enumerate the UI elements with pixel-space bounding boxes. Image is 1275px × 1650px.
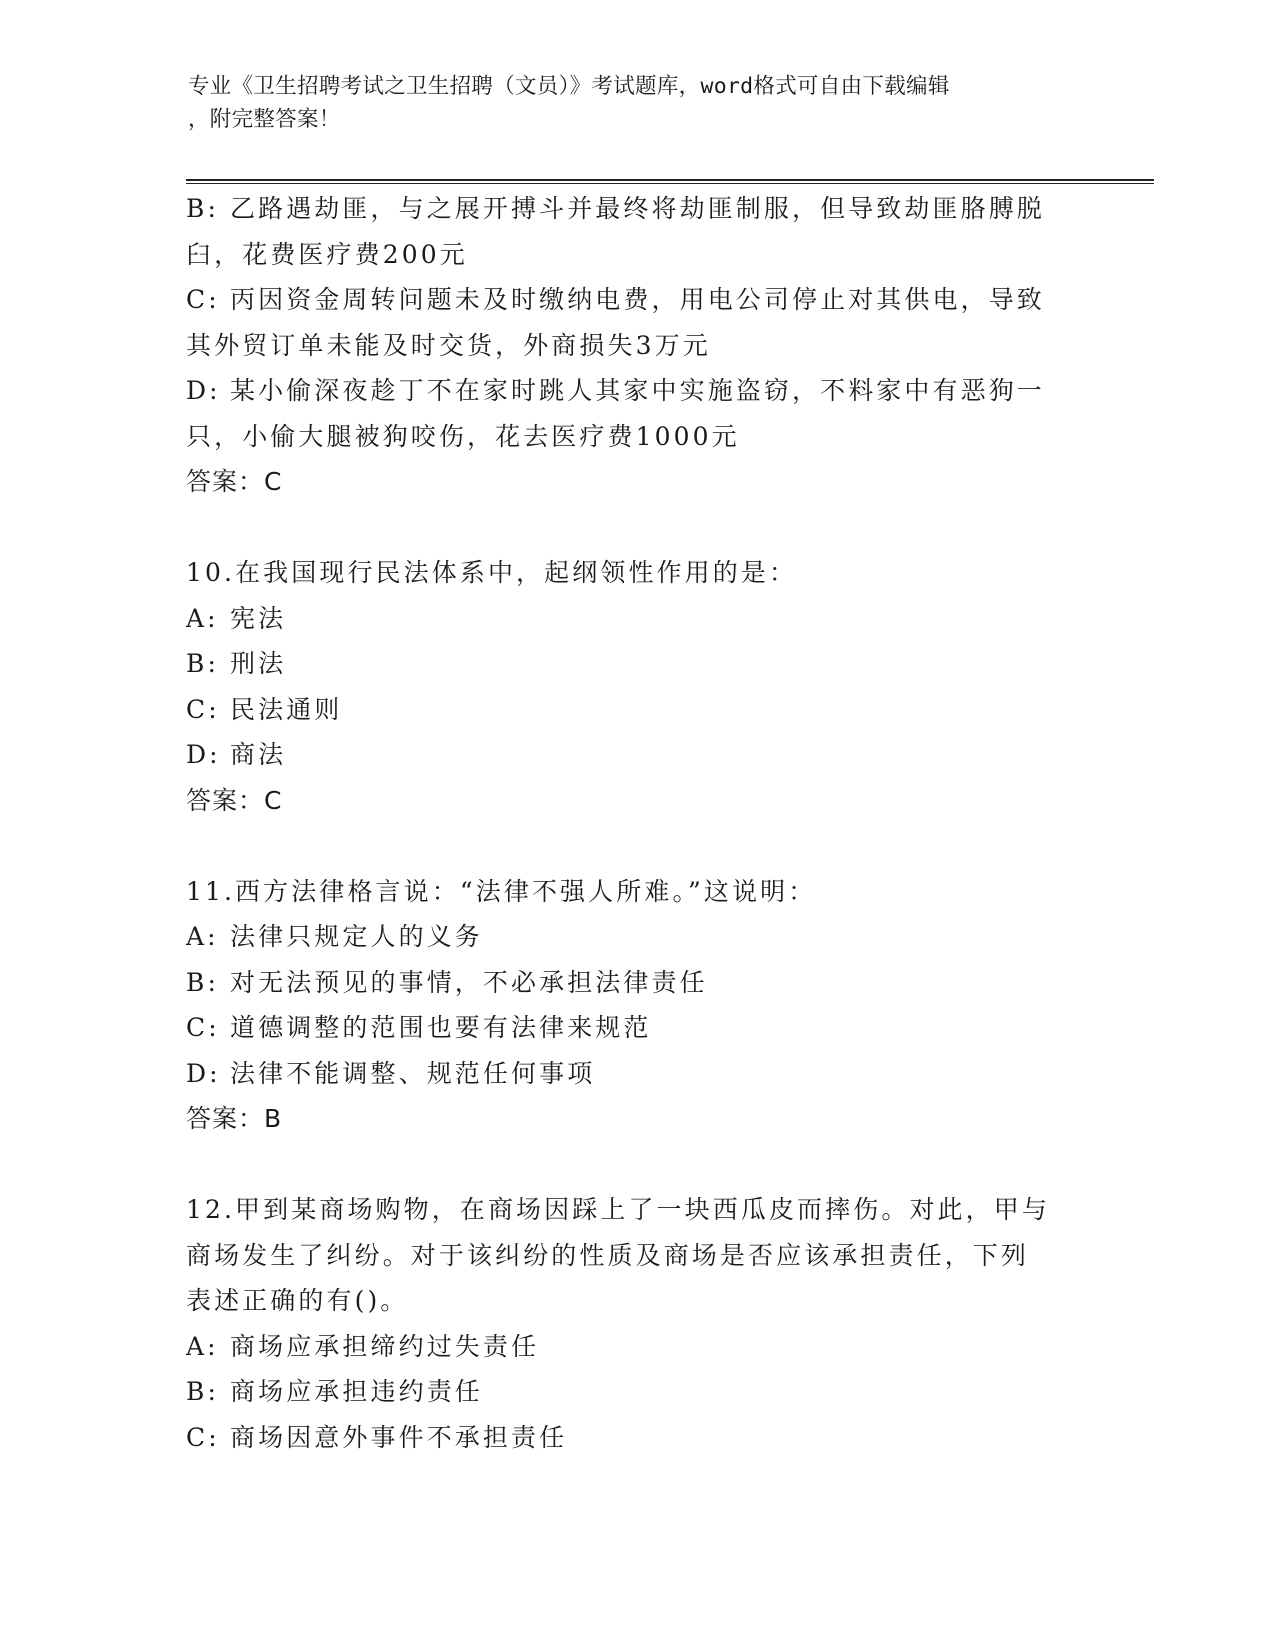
option-c [186,1415,1086,1461]
header-rule-thick [186,179,1154,181]
option-text: 刑法 [230,649,287,678]
question-stem: 10.在我国现行民法体系中，起纲领性作用的是： [186,558,798,587]
answer-line: 答案：C [186,785,283,815]
question-spacer [186,1142,1086,1188]
option-label: C: [186,694,220,724]
option-text: 商场应承担缔约过失责任 [230,1331,540,1361]
option-text: 商法 [230,740,287,769]
question-stem-continued: 商场发生了纠纷。对于该纠纷的性质及商场是否应该承担责任，下列 [186,1240,1030,1270]
option-text: 乙路遇劫匪，与之展开搏斗并最终将劫匪制服，但导致劫匪胳膊脱 [230,194,1045,223]
answer-line: 答案：C [186,467,283,496]
question-stem: 12.甲到某商场购物，在商场因踩上了一块西瓜皮而摔伤。对此，甲与 [186,1195,1050,1224]
answer-line: 答案：B [186,1104,283,1133]
option-c [186,277,1086,323]
option-c [186,1005,1086,1051]
option-b [186,641,1086,687]
option-text: 某小偷深夜趁丁不在家时跳人其家中实施盗窃，不料家中有恶狗一 [230,376,1045,405]
option-b [186,186,1086,232]
option-d [186,732,1086,778]
option-b [186,960,1086,1006]
question-content [186,186,1086,1460]
option-label: B: [186,1377,219,1406]
question-spacer [186,505,1086,551]
question-12 [186,1187,1086,1460]
option-label: A: [186,922,219,951]
option-text: 商场应承担违约责任 [230,1377,483,1406]
option-label: B: [186,967,219,997]
option-text: 对无法预见的事情，不必承担法律责任 [230,967,708,997]
question-9-tail [186,186,1086,505]
option-c [186,687,1086,733]
question-stem: 11.西方法律格言说：“法律不强人所难。”这说明： [186,876,817,906]
header-rule-thin [186,183,1154,184]
option-label: B: [186,649,219,678]
option-text: 道德调整的范围也要有法律来规范 [230,1013,652,1042]
option-label: A: [186,1331,219,1361]
option-label: D: [186,740,221,769]
option-label: C: [186,1422,220,1452]
header-line-2: ，附完整答案！ [188,107,341,132]
option-a [186,1324,1086,1370]
option-label: C: [186,1013,220,1042]
option-b-continued: 臼，花费医疗费200元 [186,239,468,269]
option-label: D: [186,376,221,405]
option-text: 丙因资金周转问题未及时缴纳电费，用电公司停止对其供电，导致 [230,285,1045,314]
option-d-continued: 只，小偷大腿被狗咬伤，花去医疗费1000元 [186,421,740,451]
option-label: A: [186,603,219,633]
question-10 [186,550,1086,823]
option-label: C: [186,285,220,314]
question-spacer [186,823,1086,869]
option-a [186,596,1086,642]
option-a [186,914,1086,960]
option-label: B: [186,194,219,223]
header-line-1: 专业《卫生招聘考试之卫生招聘（文员）》考试题库，word格式可自由下载编辑 [188,74,950,99]
option-text: 宪法 [230,603,287,633]
option-text: 商场因意外事件不承担责任 [230,1422,568,1452]
page-header [188,70,1088,136]
option-text: 法律不能调整、规范任何事项 [230,1058,596,1088]
option-text: 法律只规定人的义务 [230,922,483,951]
option-d [186,1051,1086,1097]
question-stem-continued: 表述正确的有()。 [186,1286,409,1315]
option-label: D: [186,1058,221,1088]
option-b [186,1369,1086,1415]
option-d [186,368,1086,414]
option-text: 民法通则 [230,694,343,724]
option-c-continued: 其外贸订单未能及时交货，外商损失3万元 [186,330,711,360]
question-11 [186,869,1086,1142]
